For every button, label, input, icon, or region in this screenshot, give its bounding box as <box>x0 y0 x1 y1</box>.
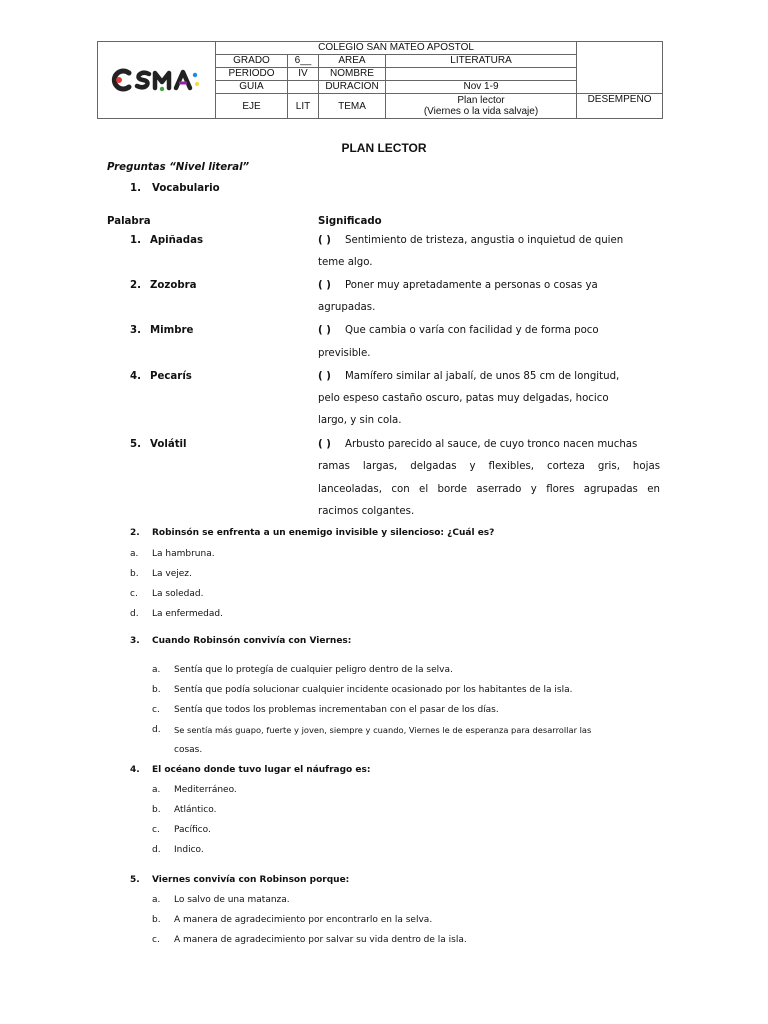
vocab-word: Zozobra <box>150 280 197 291</box>
duracion-value: Nov 1-9 <box>386 81 577 94</box>
option-letter: b. <box>152 805 161 815</box>
question-text: Cuando Robinsón convivía con Viernes: <box>152 636 352 646</box>
csma-logo-icon <box>109 64 205 96</box>
option-text[interactable]: A manera de agradecimiento por salvar su vida dentro de la isla. <box>174 935 467 945</box>
question-text: El océano donde tuvo lugar el náufrago es: <box>152 765 371 775</box>
periodo-value: IV <box>288 68 319 81</box>
option-letter: a. <box>130 549 139 559</box>
option-text[interactable]: A manera de agradecimiento por encontrarlo en la selva. <box>174 915 433 925</box>
option-text[interactable]: La hambruna. <box>152 549 215 559</box>
vocab-num: 4. <box>130 371 141 382</box>
nombre-value <box>386 68 577 81</box>
option-letter: a. <box>152 785 161 795</box>
option-text[interactable]: Lo salvo de una matanza. <box>174 895 290 905</box>
vocab-definition: racimos colgantes. <box>318 506 415 517</box>
option-text[interactable]: Mediterráneo. <box>174 785 237 795</box>
option-text[interactable]: La enfermedad. <box>152 609 223 619</box>
eje-label: EJE <box>216 94 288 119</box>
option-text[interactable]: Sentía que todos los problemas incrementaban con el pasar de los días. <box>174 705 499 715</box>
option-letter: c. <box>152 825 160 835</box>
answer-blank[interactable]: ( ) <box>318 371 331 382</box>
guia-label: GUIA <box>216 81 288 94</box>
option-letter: a. <box>152 665 161 675</box>
vocab-definition: ramas largas, delgadas y flexibles, corteza gris, hojas <box>318 461 660 472</box>
vocab-word: Mimbre <box>150 325 194 336</box>
grado-label: GRADO <box>216 55 288 68</box>
option-text[interactable]: La vejez. <box>152 569 192 579</box>
option-letter: c. <box>152 705 160 715</box>
desempeno-label: DESEMPEÑO <box>577 94 663 119</box>
option-letter: c. <box>130 589 138 599</box>
area-label: AREA <box>319 55 386 68</box>
vocab-num: 1. <box>130 235 141 246</box>
nombre-label: NOMBRE <box>319 68 386 81</box>
option-text[interactable]: Se sentía más guapo, fuerte y joven, siempre y cuando, Viernes le de esperanza para desarrollar las <box>174 725 592 735</box>
question-text: Robinsón se enfrenta a un enemigo invisible y silencioso: ¿Cuál es? <box>152 528 495 538</box>
option-letter: d. <box>130 609 139 619</box>
tema-value-line2: (Viernes o la vida salvaje) <box>423 106 539 117</box>
duracion-label: DURACION <box>319 81 386 94</box>
vocab-definition: teme algo. <box>318 257 373 268</box>
option-letter: b. <box>130 569 139 579</box>
vocab-num: 3. <box>130 325 141 336</box>
option-text[interactable]: Indico. <box>174 845 204 855</box>
school-name: COLEGIO SAN MATEO APOSTOL <box>216 42 577 55</box>
option-text[interactable]: Pacífico. <box>174 825 211 835</box>
blank-corner-cell <box>577 42 663 94</box>
section1-label: Vocabulario <box>152 183 220 194</box>
col-palabra-header: Palabra <box>107 216 151 227</box>
option-letter: b. <box>152 915 161 925</box>
vocab-definition: lanceoladas, con el borde aserrado y flores agrupadas en <box>318 484 660 495</box>
vocab-definition: Que cambia o varía con facilidad y de forma poco <box>345 325 599 336</box>
answer-blank[interactable]: ( ) <box>318 439 331 450</box>
tema-label: TEMA <box>319 94 386 119</box>
answer-blank[interactable]: ( ) <box>318 235 331 246</box>
header-table <box>97 41 663 119</box>
option-text[interactable]: Sentía que podía solucionar cualquier incidente ocasionado por los habitantes de la isla. <box>174 685 573 695</box>
periodo-label: PERIODO <box>216 68 288 81</box>
question-num: 5. <box>130 875 140 885</box>
question-text: Viernes convivía con Robinson porque: <box>152 875 350 885</box>
area-value: LITERATURA <box>386 55 577 68</box>
vocab-word: Volátil <box>150 439 187 450</box>
option-letter: a. <box>152 895 161 905</box>
answer-blank[interactable]: ( ) <box>318 325 331 336</box>
section1-num: 1. <box>130 183 141 194</box>
tema-value-line1: Plan lector <box>457 95 505 106</box>
school-logo <box>98 42 216 119</box>
vocab-definition: Poner muy apretadamente a personas o cosas ya <box>345 280 598 291</box>
vocab-num: 2. <box>130 280 141 291</box>
col-significado-header: Significado <box>318 216 382 227</box>
vocab-word: Pecarís <box>150 371 192 382</box>
option-text[interactable]: La soledad. <box>152 589 204 599</box>
vocab-definition: largo, y sin cola. <box>318 415 402 426</box>
question-num: 3. <box>130 636 140 646</box>
vocab-num: 5. <box>130 439 141 450</box>
option-text-continued: cosas. <box>174 745 203 755</box>
question-num: 2. <box>130 528 140 538</box>
vocab-definition: previsible. <box>318 348 371 359</box>
guia-value <box>288 81 319 94</box>
answer-blank[interactable]: ( ) <box>318 280 331 291</box>
page-title: PLAN LECTOR <box>341 141 427 155</box>
option-letter: d. <box>152 845 161 855</box>
option-letter: b. <box>152 685 161 695</box>
preguntas-label: Preguntas “Nivel literal” <box>107 162 250 173</box>
eje-value: LIT <box>288 94 319 119</box>
option-letter: d. <box>152 725 161 735</box>
question-num: 4. <box>130 765 140 775</box>
tema-value <box>386 94 577 119</box>
vocab-definition: Mamífero similar al jabalí, de unos 85 cm de longitud, <box>345 371 620 382</box>
option-text[interactable]: Sentía que lo protegía de cualquier peligro dentro de la selva. <box>174 665 453 675</box>
vocab-word: Apiñadas <box>150 235 204 246</box>
vocab-definition: agrupadas. <box>318 302 376 313</box>
vocab-definition: pelo espeso castaño oscuro, patas muy delgadas, hocico <box>318 393 609 404</box>
grado-value: 6__ <box>288 55 319 68</box>
vocab-definition: Arbusto parecido al sauce, de cuyo tronco nacen muchas <box>345 439 638 450</box>
option-letter: c. <box>152 935 160 945</box>
option-text[interactable]: Atlántico. <box>174 805 217 815</box>
vocab-definition: Sentimiento de tristeza, angustia o inquietud de quien <box>345 235 624 246</box>
